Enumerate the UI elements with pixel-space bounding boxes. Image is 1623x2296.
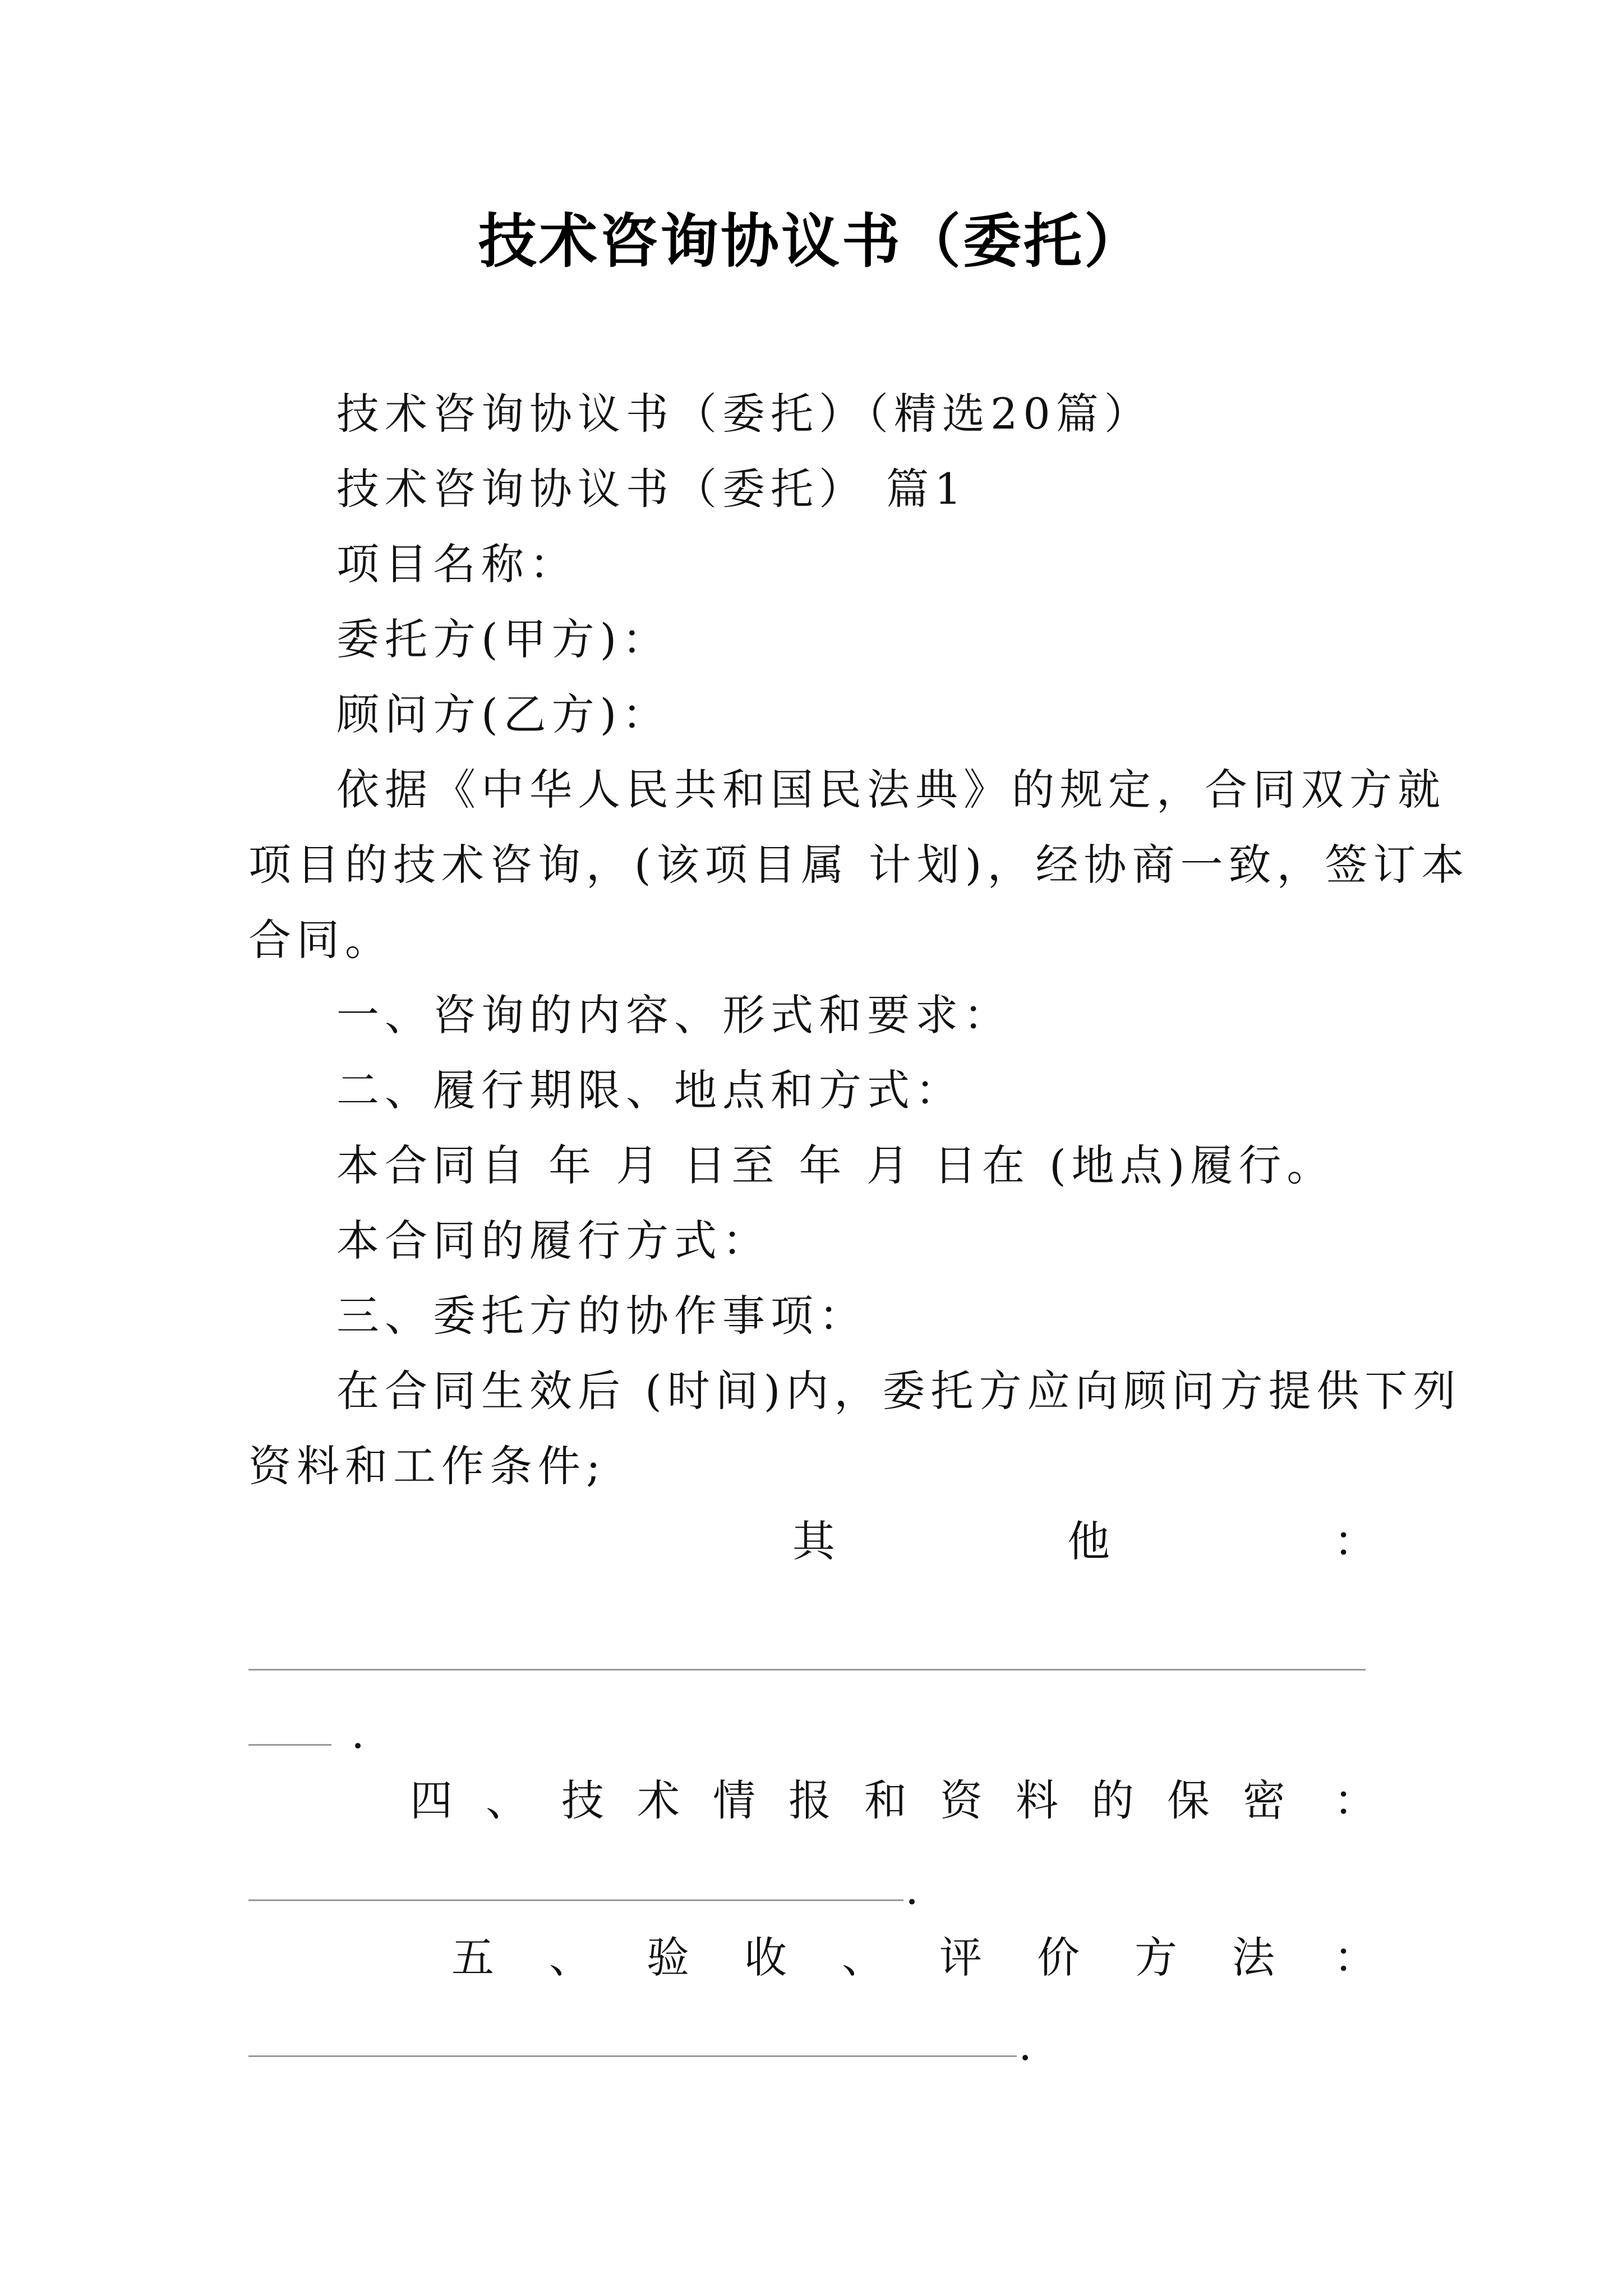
label-char: 、 [842, 1932, 884, 1982]
clause-heading: 三、委托方的协作事项： [336, 1291, 867, 1341]
label-char: 他 [1067, 1516, 1110, 1566]
label-char: 的 [1091, 1775, 1134, 1825]
party-b-line: 顾问方(乙方)： [336, 689, 671, 739]
label-char: 保 [1167, 1775, 1210, 1825]
label-char: 法 [1232, 1932, 1275, 1982]
label-char: 验 [647, 1932, 689, 1982]
fill-in-blank-line [248, 1744, 331, 1746]
label-char: 方 [1135, 1932, 1177, 1982]
paragraph-line: 本合同自 年 月 日至 年 月 日在 (地点)履行。 [336, 1140, 1335, 1190]
label-char: 五 [451, 1932, 494, 1982]
label-char: 、 [549, 1932, 592, 1982]
document-title: 技术咨询协议书（委托） [478, 207, 1145, 275]
label-char: 、 [486, 1775, 528, 1825]
other-label [248, 1513, 1376, 1570]
label-char: 价 [1037, 1932, 1080, 1982]
label-char: 四 [410, 1775, 453, 1825]
label-char: 密 [1243, 1775, 1285, 1825]
section-heading: 技术咨询协议书（委托） 篇1 [336, 464, 967, 514]
label-char: 收 [744, 1932, 787, 1982]
label-char: 资 [940, 1775, 983, 1825]
paragraph-line: 项目的技术咨询，(该项目属 计划)，经协商一致，签订本 [248, 840, 1470, 890]
period-mark: . [905, 1864, 919, 1914]
label-char: 术 [637, 1775, 680, 1825]
label-char: 评 [939, 1932, 982, 1982]
fill-in-blank-line [248, 1669, 1366, 1671]
fill-in-blank-line [248, 2055, 1017, 2057]
clause-four-heading [248, 1773, 1376, 1829]
party-a-line: 委托方(甲方)： [336, 614, 671, 664]
paragraph-line: 在合同生效后 (时间)内，委托方应向顾问方提供下列 [336, 1366, 1461, 1416]
paragraph-line: 合同。 [248, 915, 393, 965]
project-name-line: 项目名称： [336, 539, 578, 589]
label-char: ： [1334, 1775, 1376, 1825]
label-char: 报 [789, 1775, 831, 1825]
paragraph-line: 本合同的履行方式： [336, 1216, 771, 1266]
label-char: ： [1334, 1516, 1376, 1566]
clause-heading: 二、履行期限、地点和方式： [336, 1065, 963, 1115]
label-char: 其 [792, 1516, 835, 1566]
label-char: 料 [1016, 1775, 1058, 1825]
label-char: 情 [713, 1775, 755, 1825]
paragraph-line: 依据《中华人民共和国民法典》的规定，合同双方就 [336, 765, 1446, 815]
label-char: 和 [864, 1775, 907, 1825]
fill-in-blank-line [248, 1899, 903, 1901]
label-char: 技 [561, 1775, 604, 1825]
clause-heading: 一、咨询的内容、形式和要求： [336, 990, 1012, 1040]
paragraph-line: 资料和工作条件; [248, 1441, 606, 1491]
period-mark: . [351, 1708, 365, 1758]
label-char: ： [1334, 1932, 1376, 1982]
subtitle-line: 技术咨询协议书（委托）（精选20篇） [336, 389, 1152, 439]
period-mark: . [1018, 2020, 1032, 2070]
clause-five-heading [248, 1930, 1376, 1986]
